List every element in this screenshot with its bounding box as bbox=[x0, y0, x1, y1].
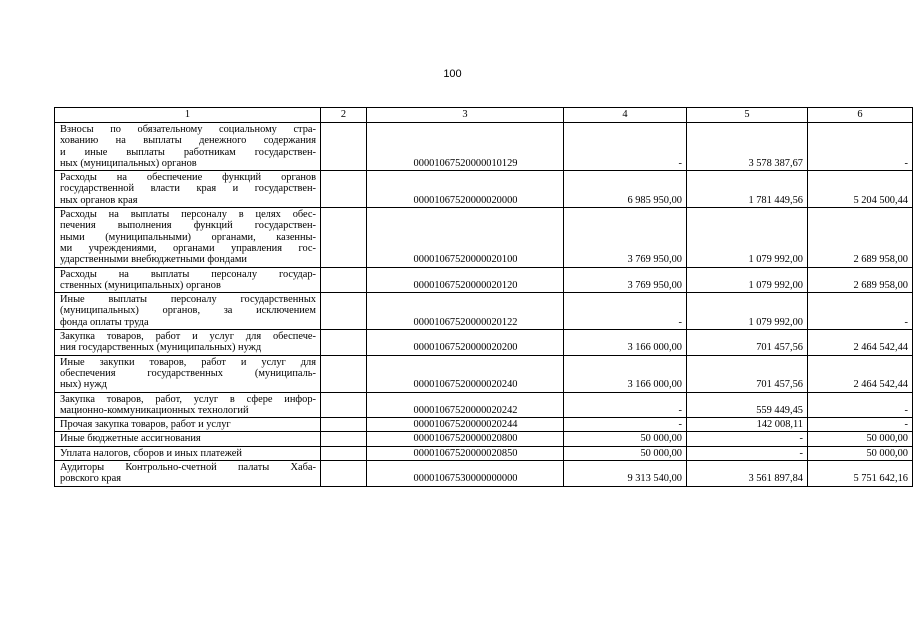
row-value-col5: 3 578 387,67 bbox=[687, 123, 808, 171]
row-value-col6: 50 000,00 bbox=[808, 432, 913, 446]
row-value-col5: 701 457,56 bbox=[687, 330, 808, 356]
table-row bbox=[55, 355, 913, 392]
header-row bbox=[55, 108, 913, 123]
row-value-col4: 3 769 950,00 bbox=[564, 267, 687, 293]
row-col2-cell bbox=[321, 418, 367, 432]
row-name-line: ных (муниципальных) органов bbox=[60, 157, 197, 169]
row-name-cell bbox=[55, 461, 321, 487]
row-value-col4: - bbox=[564, 418, 687, 432]
row-value-col4: 50 000,00 bbox=[564, 446, 687, 460]
row-value-col5: 701 457,56 bbox=[687, 355, 808, 392]
row-code-cell: 00001067520000020200 bbox=[367, 330, 564, 356]
row-value-col4: 3 166 000,00 bbox=[564, 330, 687, 356]
row-name-line: обеспечения государственных (муниципаль- bbox=[60, 367, 316, 379]
row-value-col6: - bbox=[808, 418, 913, 432]
row-value-col5: 559 449,45 bbox=[687, 392, 808, 418]
row-name-line: ных) нужд bbox=[60, 379, 107, 391]
row-value-col6: 2 464 542,44 bbox=[808, 355, 913, 392]
column-header: 2 bbox=[321, 108, 367, 123]
row-name-line: Расходы на выплаты персоналу государ- bbox=[60, 268, 316, 280]
row-name-line: Расходы на выплаты персоналу в целях обес- bbox=[60, 209, 316, 221]
row-value-col4: - bbox=[564, 123, 687, 171]
row-value-col5: - bbox=[687, 432, 808, 446]
row-code-cell: 00001067520000020100 bbox=[367, 208, 564, 267]
row-col2-cell bbox=[321, 123, 367, 171]
row-code-cell: 00001067520000020120 bbox=[367, 267, 564, 293]
row-col2-cell bbox=[321, 446, 367, 460]
row-col2-cell bbox=[321, 461, 367, 487]
row-name-line: Иные закупки товаров, работ и услуг для bbox=[60, 356, 316, 368]
row-code-cell: 00001067520000020800 bbox=[367, 432, 564, 446]
row-name-line: Взносы по обязательному социальному стра- bbox=[60, 124, 316, 135]
column-header: 1 bbox=[55, 108, 321, 123]
table-row bbox=[55, 123, 913, 171]
row-value-col4: - bbox=[564, 392, 687, 418]
row-value-col4: - bbox=[564, 293, 687, 330]
row-name-line: Уплата налогов, сборов и иных платежей bbox=[60, 447, 242, 459]
table-body bbox=[55, 108, 913, 487]
column-header: 5 bbox=[687, 108, 808, 123]
row-value-col5: 1 079 992,00 bbox=[687, 293, 808, 330]
row-value-col6: 5 204 500,44 bbox=[808, 171, 913, 208]
row-code-cell: 00001067520000020240 bbox=[367, 355, 564, 392]
table-row bbox=[55, 267, 913, 293]
table-row bbox=[55, 461, 913, 487]
row-col2-cell bbox=[321, 208, 367, 267]
row-name-line: Закупка товаров, работ, услуг в сфере инфор- bbox=[60, 393, 316, 405]
row-name-line: Иные выплаты персоналу государственных bbox=[60, 294, 316, 306]
row-code-cell: 00001067520000020850 bbox=[367, 446, 564, 460]
row-name-line: ными (муниципальными) органами, казенны- bbox=[60, 231, 316, 243]
row-name-cell bbox=[55, 355, 321, 392]
row-value-col4: 9 313 540,00 bbox=[564, 461, 687, 487]
row-name-line: ми учреждениями, органами управления гос- bbox=[60, 242, 316, 254]
row-code-cell: 00001067520000020122 bbox=[367, 293, 564, 330]
table-row bbox=[55, 392, 913, 418]
row-name-line: печения выполнения функций государствен- bbox=[60, 220, 316, 232]
table-row bbox=[55, 446, 913, 460]
row-name-line: Прочая закупка товаров, работ и услуг bbox=[60, 419, 231, 431]
row-col2-cell bbox=[321, 171, 367, 208]
row-value-col5: - bbox=[687, 446, 808, 460]
row-code-cell: 00001067520000020000 bbox=[367, 171, 564, 208]
row-name-line: хованию на выплаты денежного содержания bbox=[60, 135, 316, 147]
row-name-line: ровского края bbox=[60, 473, 121, 485]
row-name-line: ния государственных (муниципальных) нужд bbox=[60, 342, 262, 354]
row-value-col6: 5 751 642,16 bbox=[808, 461, 913, 487]
table-row bbox=[55, 330, 913, 356]
row-col2-cell bbox=[321, 267, 367, 293]
row-name-line: ственных (муниципальных) органов bbox=[60, 279, 221, 291]
row-name-line: фонда оплаты труда bbox=[60, 316, 149, 328]
row-name-line: ных органов края bbox=[60, 194, 138, 206]
row-value-col5: 1 781 449,56 bbox=[687, 171, 808, 208]
row-name-line: ударственными внебюджетными фондами bbox=[60, 254, 247, 266]
row-value-col4: 3 166 000,00 bbox=[564, 355, 687, 392]
row-name-line: государственной власти края и государствен- bbox=[60, 183, 316, 195]
row-col2-cell bbox=[321, 432, 367, 446]
row-code-cell: 00001067530000000000 bbox=[367, 461, 564, 487]
row-value-col5: 142 008,11 bbox=[687, 418, 808, 432]
row-value-col5: 3 561 897,84 bbox=[687, 461, 808, 487]
column-header: 4 bbox=[564, 108, 687, 123]
row-name-cell bbox=[55, 293, 321, 330]
row-value-col5: 1 079 992,00 bbox=[687, 267, 808, 293]
column-header: 3 bbox=[367, 108, 564, 123]
row-value-col5: 1 079 992,00 bbox=[687, 208, 808, 267]
row-name-cell bbox=[55, 267, 321, 293]
row-name-cell bbox=[55, 432, 321, 446]
row-name-line: Аудиторы Контрольно-счетной палаты Хаба- bbox=[60, 462, 316, 474]
row-name-cell bbox=[55, 171, 321, 208]
row-value-col6: 2 464 542,44 bbox=[808, 330, 913, 356]
row-code-cell: 00001067520000010129 bbox=[367, 123, 564, 171]
row-value-col4: 3 769 950,00 bbox=[564, 208, 687, 267]
row-col2-cell bbox=[321, 355, 367, 392]
row-name-line: (муниципальных) органов, за исключением bbox=[60, 305, 316, 317]
row-value-col6: - bbox=[808, 293, 913, 330]
row-name-cell bbox=[55, 123, 321, 171]
row-value-col6: - bbox=[808, 392, 913, 418]
page-number: 100 bbox=[443, 68, 462, 80]
row-col2-cell bbox=[321, 392, 367, 418]
table-row bbox=[55, 418, 913, 432]
row-col2-cell bbox=[321, 330, 367, 356]
row-name-cell bbox=[55, 418, 321, 432]
row-name-cell bbox=[55, 392, 321, 418]
table-row bbox=[55, 208, 913, 267]
row-col2-cell bbox=[321, 293, 367, 330]
row-name-cell bbox=[55, 330, 321, 356]
row-value-col4: 50 000,00 bbox=[564, 432, 687, 446]
row-name-line: и иные выплаты работникам государствен- bbox=[60, 146, 316, 158]
row-value-col6: - bbox=[808, 123, 913, 171]
row-name-cell bbox=[55, 208, 321, 267]
row-name-line: Иные бюджетные ассигнования bbox=[60, 433, 201, 445]
row-code-cell: 00001067520000020244 bbox=[367, 418, 564, 432]
table-row bbox=[55, 171, 913, 208]
row-name-line: Расходы на обеспечение функций органов bbox=[60, 172, 316, 184]
row-code-cell: 00001067520000020242 bbox=[367, 392, 564, 418]
row-name-line: мационно-коммуникационных технологий bbox=[60, 404, 249, 416]
row-value-col6: 2 689 958,00 bbox=[808, 208, 913, 267]
row-value-col6: 50 000,00 bbox=[808, 446, 913, 460]
row-name-cell bbox=[55, 446, 321, 460]
budget-table bbox=[54, 107, 913, 487]
table-row bbox=[55, 293, 913, 330]
table-row bbox=[55, 432, 913, 446]
column-header: 6 bbox=[808, 108, 913, 123]
row-value-col6: 2 689 958,00 bbox=[808, 267, 913, 293]
row-value-col4: 6 985 950,00 bbox=[564, 171, 687, 208]
row-name-line: Закупка товаров, работ и услуг для обеспече- bbox=[60, 331, 316, 343]
